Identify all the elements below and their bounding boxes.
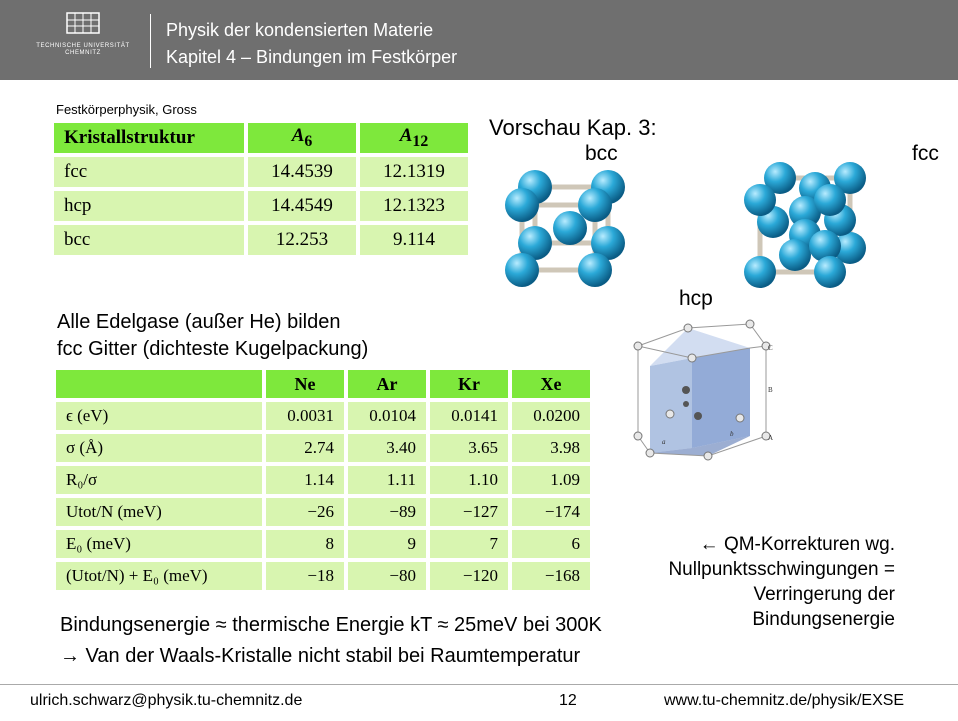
table-cell: 3.98 bbox=[512, 434, 590, 462]
table-header-cell: Ar bbox=[348, 370, 426, 398]
table-cell: 12.253 bbox=[248, 225, 356, 255]
table-cell: 9 bbox=[348, 530, 426, 558]
qm-note bbox=[630, 532, 895, 632]
table-cell: −174 bbox=[512, 498, 590, 526]
table-cell: R₀/σ bbox=[56, 466, 262, 494]
logo-text-2: CHEMNITZ bbox=[65, 50, 101, 56]
binding-energy-text: Bindungsenergie ≈ thermische Energie kT ≈ 25meV bei 300K bbox=[60, 614, 602, 636]
table-cell: 0.0104 bbox=[348, 402, 426, 430]
table-cell: Utot/N (meV) bbox=[56, 498, 262, 526]
table-row bbox=[56, 466, 590, 494]
table-cell: 1.14 bbox=[266, 466, 344, 494]
table-cell: 14.4549 bbox=[248, 191, 356, 221]
table-cell: hcp bbox=[54, 191, 244, 221]
footer-url: www.tu-chemnitz.de/physik/EXSE bbox=[664, 692, 905, 709]
table-cell: 0.0141 bbox=[430, 402, 508, 430]
table-cell: E₀ (meV) bbox=[56, 530, 262, 558]
table-cell: fcc bbox=[54, 157, 244, 187]
table-cell: −89 bbox=[348, 498, 426, 526]
table-cell: 1.09 bbox=[512, 466, 590, 494]
hcp-structure-icon bbox=[630, 318, 780, 463]
hcp-label-c: C bbox=[768, 344, 773, 352]
source-citation: Festkörperphysik, Gross bbox=[56, 102, 197, 117]
table-row bbox=[56, 530, 590, 558]
table-header-cell bbox=[56, 370, 262, 398]
table-cell: −168 bbox=[512, 562, 590, 590]
header-title-line1: Physik der kondensierten Materie bbox=[166, 20, 434, 40]
noble-gas-line1: Alle Edelgase (außer He) bilden bbox=[57, 311, 341, 333]
madelung-table bbox=[50, 119, 472, 259]
table-cell: −26 bbox=[266, 498, 344, 526]
table-cell: 9.114 bbox=[360, 225, 468, 255]
table-cell: 7 bbox=[430, 530, 508, 558]
hcp-label: hcp bbox=[679, 287, 713, 310]
hcp-label-a: A bbox=[768, 434, 774, 442]
table-cell: 14.4539 bbox=[248, 157, 356, 187]
table-header-cell: Ne bbox=[266, 370, 344, 398]
table-row bbox=[56, 402, 590, 430]
table-cell: 12.1319 bbox=[360, 157, 468, 187]
header-divider bbox=[150, 14, 151, 68]
table-cell: 3.40 bbox=[348, 434, 426, 462]
table-row bbox=[54, 157, 468, 187]
hcp-label-small-b: b bbox=[730, 430, 734, 438]
table-cell: −127 bbox=[430, 498, 508, 526]
footer-divider bbox=[0, 684, 958, 685]
hcp-label-small-a: a bbox=[662, 438, 666, 446]
qm-note-line2: Nullpunktsschwingungen = bbox=[668, 559, 895, 580]
table-row bbox=[56, 498, 590, 526]
table-cell: 2.74 bbox=[266, 434, 344, 462]
table-cell: 3.65 bbox=[430, 434, 508, 462]
table-header-cell: Xe bbox=[512, 370, 590, 398]
table-cell: −120 bbox=[430, 562, 508, 590]
bcc-label: bcc bbox=[585, 142, 618, 165]
table-cell: ϵ (eV) bbox=[56, 402, 262, 430]
table-header-cell: $A_{12}$ bbox=[360, 123, 468, 153]
bcc-structure-icon bbox=[500, 165, 650, 295]
table-cell: −80 bbox=[348, 562, 426, 590]
table-cell: 0.0031 bbox=[266, 402, 344, 430]
table-cell: bcc bbox=[54, 225, 244, 255]
table-row bbox=[54, 191, 468, 221]
noble-gas-table bbox=[52, 366, 594, 594]
header-title-line2: Kapitel 4 – Bindungen im Festkörper bbox=[166, 47, 458, 67]
table-cell: 8 bbox=[266, 530, 344, 558]
header-bar bbox=[0, 0, 958, 80]
fcc-label: fcc bbox=[912, 142, 939, 165]
preview-title: Vorschau Kap. 3: bbox=[489, 115, 657, 140]
noble-gas-line2: fcc Gitter (dichteste Kugelpackung) bbox=[57, 338, 369, 360]
table-cell: 1.10 bbox=[430, 466, 508, 494]
vdw-conclusion-text: → Van der Waals-Kristalle nicht stabil bei Raumtemperatur bbox=[60, 645, 581, 667]
table-cell: σ (Å) bbox=[56, 434, 262, 462]
table-row bbox=[56, 562, 590, 590]
page-number: 12 bbox=[559, 692, 577, 709]
hcp-label-b: B bbox=[768, 386, 773, 394]
table-cell: (Utot/N) + E₀ (meV) bbox=[56, 562, 262, 590]
table-row bbox=[54, 225, 468, 255]
qm-note-line3: Verringerung der bbox=[753, 584, 895, 605]
table-row bbox=[56, 434, 590, 462]
footer-email: ulrich.schwarz@physik.tu-chemnitz.de bbox=[30, 692, 303, 709]
logo-text-1: TECHNISCHE UNIVERSITÄT bbox=[36, 43, 130, 49]
table-cell: 0.0200 bbox=[512, 402, 590, 430]
qm-note-line4: Bindungsenergie bbox=[752, 609, 895, 630]
table-cell: 1.11 bbox=[348, 466, 426, 494]
table-cell: 12.1323 bbox=[360, 191, 468, 221]
table-header-row bbox=[54, 123, 468, 153]
table-cell: −18 bbox=[266, 562, 344, 590]
qm-note-line1: ← QM-Korrekturen wg. bbox=[699, 534, 895, 555]
table-header-cell: Kristallstruktur bbox=[54, 123, 244, 153]
fcc-structure-icon bbox=[735, 160, 875, 295]
logo-grid-icon bbox=[66, 12, 100, 34]
table-header-row bbox=[56, 370, 590, 398]
table-header-cell: Kr bbox=[430, 370, 508, 398]
table-cell: 6 bbox=[512, 530, 590, 558]
table-header-cell: $A_6$ bbox=[248, 123, 356, 153]
university-logo bbox=[28, 12, 138, 72]
